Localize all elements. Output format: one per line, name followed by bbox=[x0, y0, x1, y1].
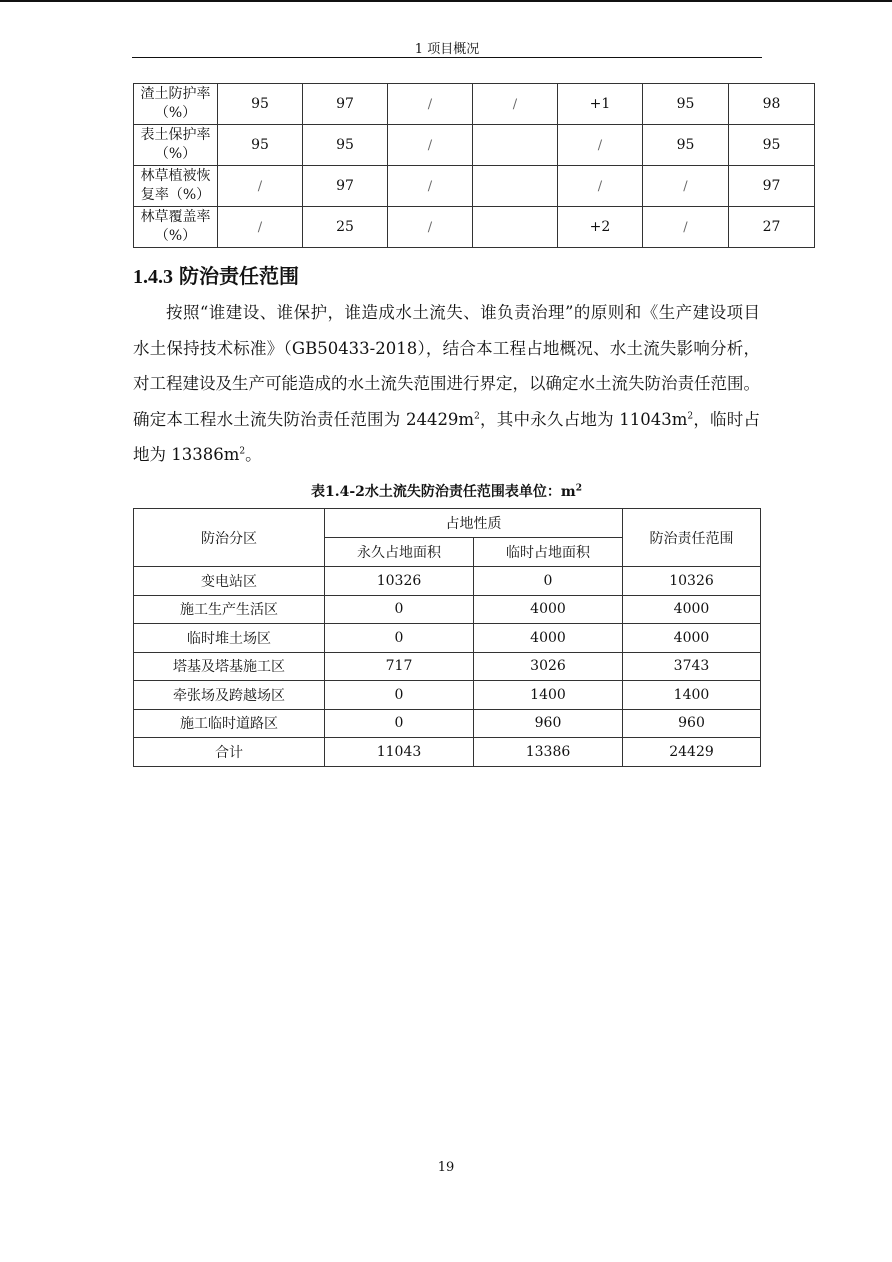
temporary-cell: 1400 bbox=[474, 681, 623, 710]
targets-cell: / bbox=[643, 207, 729, 248]
temporary-cell: 3026 bbox=[474, 652, 623, 681]
header-land-nature: 占地性质 bbox=[325, 509, 623, 538]
table-row bbox=[134, 709, 761, 738]
targets-cell: / bbox=[558, 125, 643, 166]
targets-cell: 95 bbox=[218, 125, 303, 166]
zone-cell: 塔基及塔基施工区 bbox=[134, 652, 325, 681]
scope-cell: 3743 bbox=[623, 652, 761, 681]
section-paragraph: 按照“谁建设、谁保护，谁造成水土流失、谁负责治理”的原则和《生产建设项目水土保持技术标准》（GB50433-2018），结合本工程占地概况、水土流失影响分析，对工程建设及生产可能造成的水土流失范围进行界定，以确定水土流失防治责任范围。确定本工程水土流失防治责任范围为 $24429m^2$，其中永久占地为 $11043m^2$，临时占地为 $13386m^2$。 bbox=[133, 303, 760, 464]
running-header: 1 项目概况 bbox=[414, 42, 480, 57]
scope-cell: 1400 bbox=[623, 681, 761, 710]
scope-cell: 24429 bbox=[623, 738, 761, 767]
targets-cell: / bbox=[218, 166, 303, 207]
zone-cell: 施工临时道路区 bbox=[134, 709, 325, 738]
targets-cell: / bbox=[643, 166, 729, 207]
targets-row bbox=[134, 125, 815, 166]
header-temporary: 临时占地面积 bbox=[474, 538, 623, 567]
targets-cell: 97 bbox=[729, 166, 815, 207]
targets-cell: 95 bbox=[218, 84, 303, 125]
responsibility-table bbox=[133, 508, 761, 767]
table-row bbox=[134, 624, 761, 653]
scope-cell: 10326 bbox=[623, 567, 761, 596]
targets-cell: 25 bbox=[303, 207, 388, 248]
targets-cell: / bbox=[218, 207, 303, 248]
targets-cell: 95 bbox=[303, 125, 388, 166]
scope-cell: 4000 bbox=[623, 624, 761, 653]
zone-cell: 施工生产生活区 bbox=[134, 595, 325, 624]
targets-cell: 97 bbox=[303, 166, 388, 207]
header-permanent: 永久占地面积 bbox=[325, 538, 474, 567]
header-scope: 防治责任范围 bbox=[623, 509, 761, 567]
table-row bbox=[134, 652, 761, 681]
header-zone: 防治分区 bbox=[134, 509, 325, 567]
permanent-cell: 11043 bbox=[325, 738, 474, 767]
targets-cell: +1 bbox=[558, 84, 643, 125]
targets-cell bbox=[473, 166, 558, 207]
zone-cell: 合计 bbox=[134, 738, 325, 767]
scope-cell: 4000 bbox=[623, 595, 761, 624]
targets-row-label: 表土保护率（%） bbox=[134, 125, 218, 166]
targets-cell: / bbox=[388, 84, 473, 125]
targets-row bbox=[134, 166, 815, 207]
targets-row bbox=[134, 84, 815, 125]
targets-cell: / bbox=[388, 166, 473, 207]
scope-cell: 960 bbox=[623, 709, 761, 738]
table-row bbox=[134, 681, 761, 710]
targets-cell: / bbox=[388, 125, 473, 166]
section-heading bbox=[133, 260, 299, 289]
targets-cell: / bbox=[388, 207, 473, 248]
targets-row-label: 渣土防护率（%） bbox=[134, 84, 218, 125]
permanent-cell: 717 bbox=[325, 652, 474, 681]
permanent-cell: 0 bbox=[325, 709, 474, 738]
targets-cell: 95 bbox=[729, 125, 815, 166]
table-row bbox=[134, 738, 761, 767]
permanent-cell: 0 bbox=[325, 624, 474, 653]
temporary-cell: 13386 bbox=[474, 738, 623, 767]
section-title: 防治责任范围 bbox=[179, 266, 299, 288]
targets-cell: +2 bbox=[558, 207, 643, 248]
temporary-cell: 4000 bbox=[474, 624, 623, 653]
targets-cell: 95 bbox=[643, 84, 729, 125]
header-rule bbox=[132, 57, 762, 58]
targets-row-label: 林草覆盖率（%） bbox=[134, 207, 218, 248]
permanent-cell: 0 bbox=[325, 681, 474, 710]
temporary-cell: 4000 bbox=[474, 595, 623, 624]
zone-cell: 牵张场及跨越场区 bbox=[134, 681, 325, 710]
targets-cell: 97 bbox=[303, 84, 388, 125]
targets-row-label: 林草植被恢复率（%） bbox=[134, 166, 218, 207]
targets-cell: / bbox=[558, 166, 643, 207]
targets-row bbox=[134, 207, 815, 248]
temporary-cell: 960 bbox=[474, 709, 623, 738]
permanent-cell: 10326 bbox=[325, 567, 474, 596]
temporary-cell: 0 bbox=[474, 567, 623, 596]
targets-cell bbox=[473, 207, 558, 248]
targets-cell: 98 bbox=[729, 84, 815, 125]
permanent-cell: 0 bbox=[325, 595, 474, 624]
targets-cell: 95 bbox=[643, 125, 729, 166]
targets-cell bbox=[473, 125, 558, 166]
section-number: 1.4.3 bbox=[133, 266, 173, 288]
targets-cell: 27 bbox=[729, 207, 815, 248]
table-row bbox=[134, 595, 761, 624]
zone-cell: 临时堆土场区 bbox=[134, 624, 325, 653]
zone-cell: 变电站区 bbox=[134, 567, 325, 596]
header-row-1 bbox=[134, 509, 761, 538]
targets-table bbox=[133, 83, 815, 248]
targets-cell: / bbox=[473, 84, 558, 125]
table-caption: 表1.4-2水土流失防治责任范围表单位：$m^2$ bbox=[311, 483, 582, 500]
page-number: 19 bbox=[437, 1160, 455, 1175]
top-border-line bbox=[0, 0, 892, 2]
table-row bbox=[134, 567, 761, 596]
